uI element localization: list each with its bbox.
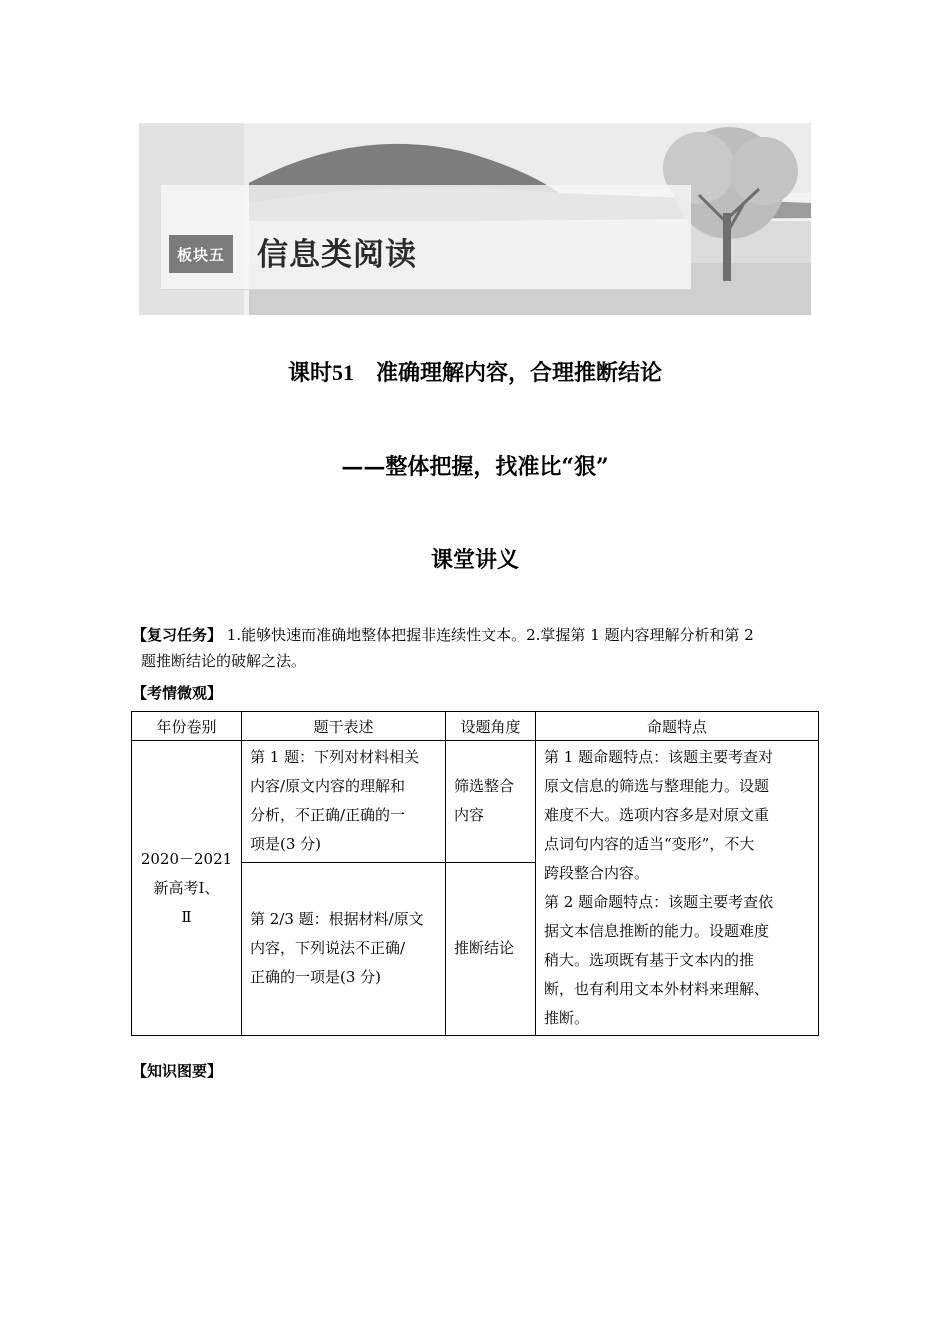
exam-overview-label: 【考情微观】: [132, 684, 223, 702]
banner-title-panel: [161, 185, 691, 290]
review-task-label: 【复习任务】: [132, 626, 223, 644]
lesson-prefix: 课时: [287, 361, 332, 386]
feature-line: 跨段整合内容。: [544, 864, 650, 882]
stem-cell: [242, 741, 446, 863]
table-header-cell: 年份卷别: [132, 712, 242, 741]
stem-line: 内容/原文内容的理解和: [250, 777, 406, 796]
year-line: 2020－2021: [140, 849, 233, 868]
stem-line: 内容，下列说法不正确/: [250, 939, 406, 958]
stem-line: 第 2/3 题：根据材料/原文: [250, 910, 424, 929]
lesson-subtitle: ——整体把握，找准比“狠”: [341, 454, 609, 480]
feature-line: 稍大。选项既有基于文本内的推: [544, 951, 755, 969]
feature-line: 原文信息的筛选与整理能力。设题: [544, 777, 770, 795]
section-badge: 板块五: [169, 235, 233, 273]
angle-line: 筛选整合: [454, 777, 515, 796]
angle-line: 内容: [454, 806, 485, 825]
review-task-text-line1: 1.能够快速而准确地整体把握非连续性文本。2.掌握第 1 题内容理解分析和第 2: [226, 626, 754, 644]
stem-line: 正确的一项是(3 分): [250, 968, 382, 987]
year-line: Ⅱ: [181, 907, 192, 926]
feature-line: 点词句内容的适当“变形”，不大: [544, 835, 755, 853]
review-task: [132, 622, 822, 674]
angle-line: 推断结论: [454, 939, 515, 958]
banner-title: 信息类阅读: [257, 237, 417, 273]
lesson-number: 51: [331, 360, 354, 385]
feature-line: 断，也有利用文本外材料来理解、: [544, 980, 770, 998]
stem-line: 第 1 题：下列对材料相关: [250, 748, 420, 767]
year-line: 新高考Ⅰ、: [153, 878, 220, 897]
review-task-text-line2: 题推断结论的破解之法。: [141, 652, 307, 670]
banner: [139, 123, 811, 315]
angle-cell: [446, 862, 536, 1035]
year-cell: [132, 741, 242, 1036]
feature-line: 据文本信息推断的能力。设题难度: [544, 922, 770, 940]
feature-line: 难度不大。选项内容多是对原文重: [544, 806, 770, 824]
section-heading: 课堂讲义: [430, 548, 519, 573]
exam-overview-table: [131, 711, 819, 1036]
knowledge-map-label: 【知识图要】: [132, 1062, 223, 1080]
stem-line: 项是(3 分): [250, 835, 322, 854]
feature-line: 推断。: [544, 1009, 590, 1027]
table-header-cell: 设题角度: [446, 712, 536, 741]
stem-line: 分析，不正确/正确的一: [250, 806, 406, 825]
angle-cell: [446, 741, 536, 863]
lesson-title: [0, 356, 950, 387]
features-cell: [536, 741, 819, 1036]
stem-cell: [242, 862, 446, 1035]
feature-line: 第 1 题命题特点：该题主要考查对: [544, 748, 774, 766]
lesson-title-text: 准确理解内容，合理推断结论: [376, 361, 663, 386]
table-header-cell: 题干表述: [242, 712, 446, 741]
feature-line: 第 2 题命题特点：该题主要考查依: [544, 893, 774, 911]
table-header-cell: 命题特点: [536, 712, 819, 741]
table-row: [132, 741, 819, 863]
table-header-row: [132, 712, 819, 741]
